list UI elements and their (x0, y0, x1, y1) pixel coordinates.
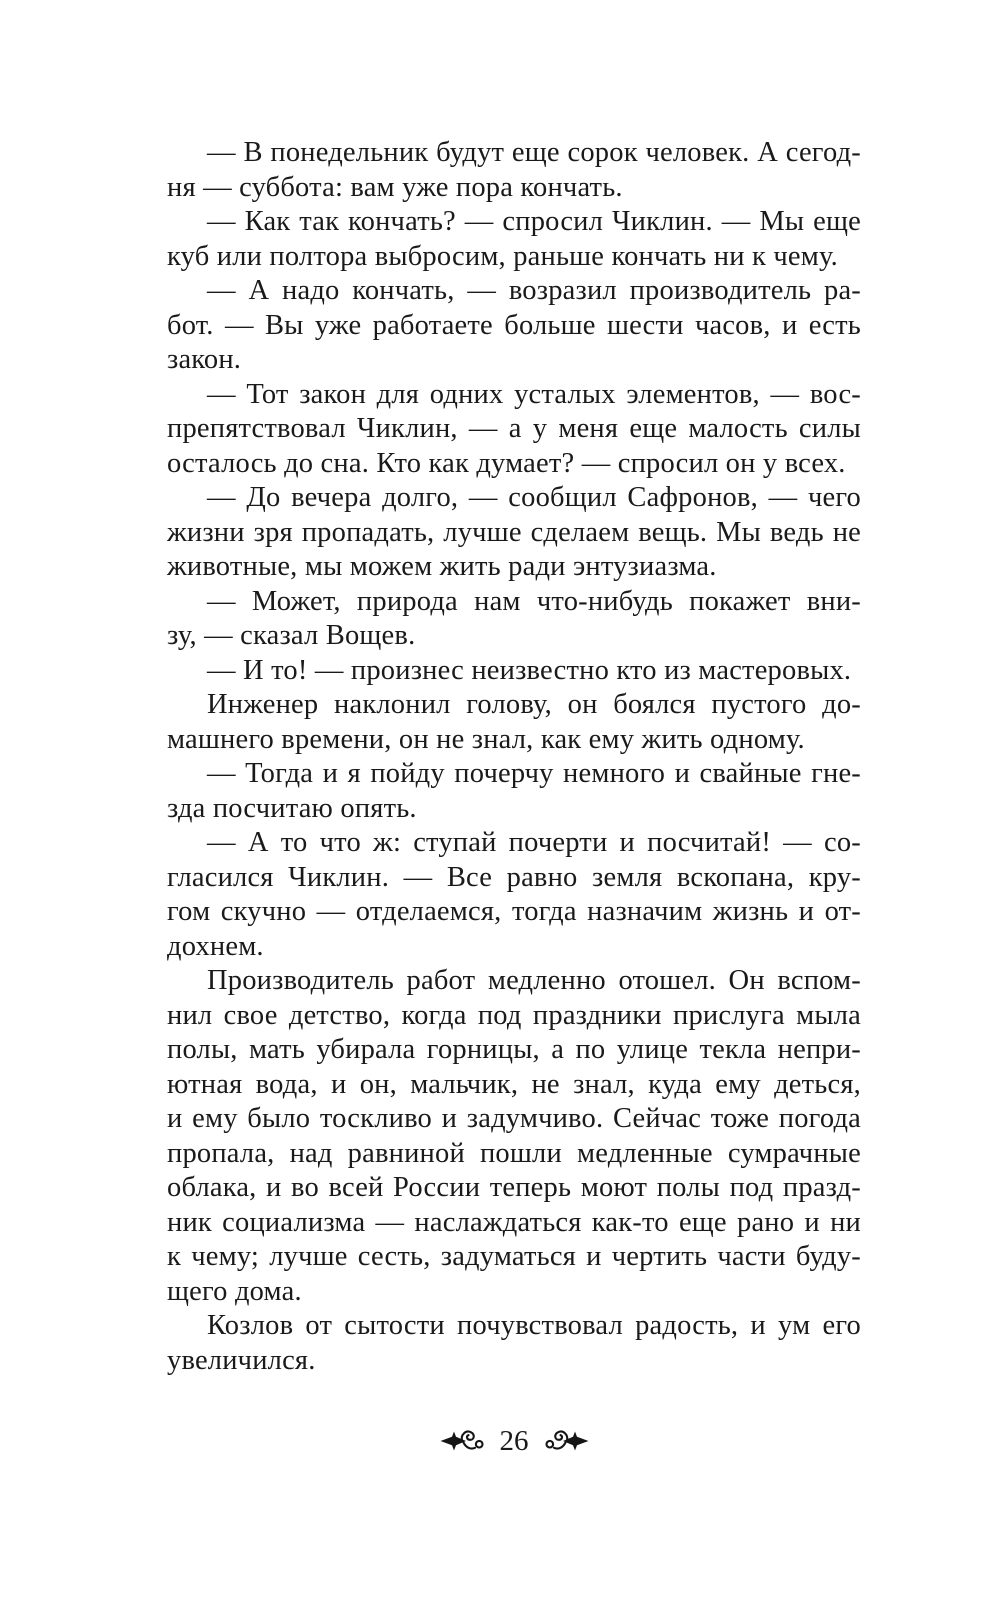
paragraph (167, 136, 861, 205)
text-line: и ему было тоскливо и задумчиво. Сейчас тоже погода (167, 1103, 861, 1134)
text-line: препятствовал Чиклин, — а у меня еще малость силы (167, 413, 861, 444)
page-footer (167, 1424, 861, 1458)
right-fleuron-icon (544, 1427, 590, 1455)
page-text (167, 136, 861, 1378)
text-line: ник социализма — наслаждаться как-то еще рано и ни (167, 1206, 861, 1238)
text-line: — Тот закон для одних усталых элементов, — вос- (207, 378, 861, 410)
text-line: ня — суббота: вам уже пора кончать. (167, 171, 623, 203)
paragraph (167, 964, 861, 1309)
text-line: увеличился. (167, 1344, 316, 1376)
text-line: щего дома. (167, 1275, 302, 1307)
paragraph (167, 1309, 861, 1378)
text-line: — До вечера долго, — сообщил Сафронов, — чего (207, 482, 861, 513)
text-line: — Может, природа нам что-нибудь покажет вни- (207, 585, 861, 617)
paragraph (167, 378, 861, 482)
text-line: — Тогда и я пойду почерчу немного и свайные гне- (207, 758, 861, 789)
paragraph (167, 688, 861, 757)
text-line: — А надо кончать, — возразил производитель ра- (207, 275, 861, 306)
text-line: пропала, над равниной пошли медленные сумрачные (167, 1137, 861, 1169)
text-line: дохнем. (167, 930, 264, 962)
text-line: животные, мы можем жить ради энтузиазма. (167, 551, 717, 582)
paragraph (167, 585, 861, 654)
text-line: — В понедельник будут еще сорок человек. А сегод- (207, 137, 861, 168)
text-line: гом скучно — отделаемся, тогда назначим жизнь и от- (167, 896, 861, 927)
text-line: осталось до сна. Кто как думает? — спросил он у всех. (167, 447, 846, 479)
text-line: — И то! — произнес неизвестно кто из мастеровых. (207, 654, 852, 686)
paragraph (167, 654, 861, 689)
text-line: — А то что ж: ступай почерти и посчитай! — со- (207, 827, 861, 858)
text-line: закон. (167, 344, 242, 375)
text-line: жизни зря пропадать, лучше сделаем вещь. Мы ведь не (167, 516, 861, 548)
text-line: Козлов от сытости почувствовал радость, и ум его (207, 1310, 861, 1341)
paragraph (167, 205, 861, 274)
text-line: Инженер наклонил голову, он боялся пустого до- (207, 689, 861, 720)
text-line: ютная вода, и он, мальчик, не знал, куда ему деться, (167, 1068, 861, 1100)
text-line: зда посчитаю опять. (167, 792, 417, 824)
text-line: облака, и во всей России теперь моют полы под празд- (167, 1172, 861, 1203)
text-line: — Как так кончать? — спросил Чиклин. — Мы еще (207, 206, 861, 237)
left-fleuron-icon (439, 1427, 485, 1455)
text-line: зу, — сказал Вощев. (167, 620, 416, 651)
text-line: гласился Чиклин. — Все равно земля вскопана, кру- (167, 861, 861, 893)
paragraph (167, 274, 861, 378)
text-line: Производитель работ медленно отошел. Он вспом- (207, 965, 861, 996)
paragraph (167, 481, 861, 585)
text-line: куб или полтора выбросим, раньше кончать ни к чему. (167, 240, 838, 272)
paragraph (167, 757, 861, 826)
paragraph (167, 826, 861, 964)
text-line: нил свое детство, когда под праздники прислуга мыла (167, 999, 861, 1031)
text-line: машнего времени, он не знал, как ему жить одному. (167, 723, 805, 755)
text-line: полы, мать убирала горницы, а по улице текла непри- (167, 1034, 861, 1065)
text-line: бот. — Вы уже работаете больше шести часов, и есть (167, 309, 861, 341)
text-line: к чему; лучше сесть, задуматься и чертить части буду- (167, 1241, 861, 1272)
page-number: 26 (499, 1425, 529, 1457)
